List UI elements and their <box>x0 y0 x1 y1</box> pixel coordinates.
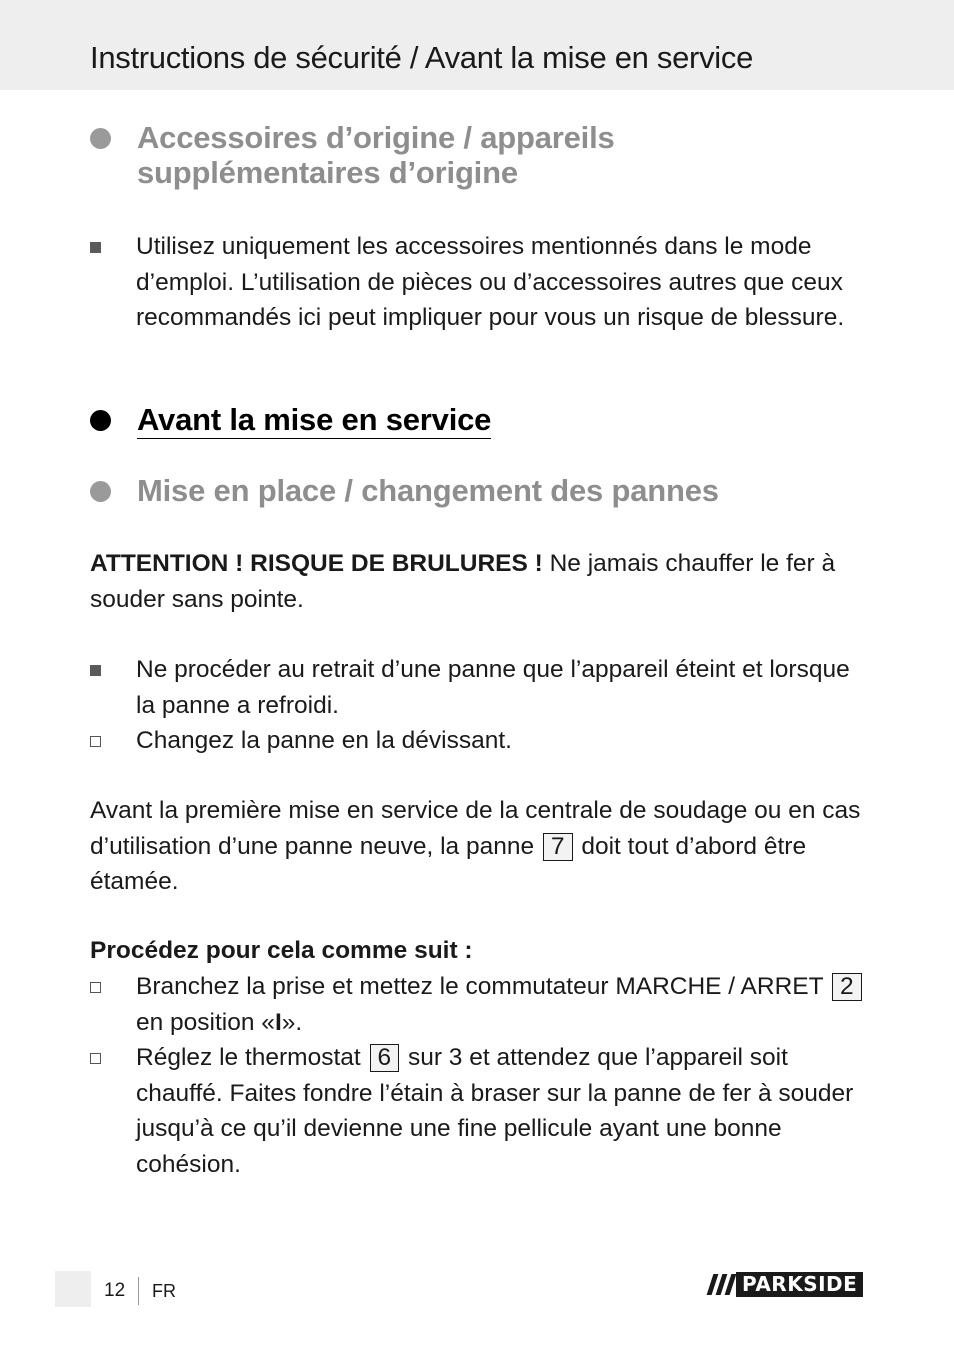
warning-label: ATTENTION ! RISQUE DE BRULURES ! <box>90 550 543 577</box>
bullet-dot-icon <box>90 481 111 502</box>
warning-text: Ne jamais chauffer le fer à souder sans pointe. <box>90 550 836 613</box>
brand-stripes-icon <box>704 1272 736 1297</box>
section-title-tip-change: Mise en place / changement des pannes <box>137 473 719 508</box>
page-title: Instructions de sécurité / Avant la mise en service <box>90 40 754 75</box>
first-use-text-before: Avant la première mise en service de la centrale de soudage ou en cas d’utilisation d’une panne neuve, la panne <box>90 797 861 860</box>
footer-divider <box>138 1277 139 1305</box>
section-title-accessories <box>137 120 615 190</box>
step2-text-before: Réglez le thermostat <box>136 1044 368 1071</box>
brand-logo <box>704 1272 864 1297</box>
warning-paragraph <box>90 546 865 617</box>
part-reference-badge: 6 <box>370 1044 400 1072</box>
bullet-dot-icon <box>90 128 111 149</box>
brand-name: PARKSIDE <box>736 1272 863 1297</box>
footer-marker <box>55 1271 91 1307</box>
page-number: 12 <box>104 1280 126 1301</box>
procedure-heading: Procédez pour cela comme suit : <box>90 937 473 964</box>
step2-text-after: sur 3 et attendez que l’appareil soit chauffé. Faites fondre l’étain à braser sur la panne de fer à souder jusqu’à ce qu’il devienne une fine pellicule ayant une bonne cohésion. <box>136 1044 854 1178</box>
step1-text-before: Branchez la prise et mettez le commutateur MARCHE / ARRET <box>136 973 830 1000</box>
section-title-line2: supplémentaires d’origine <box>137 155 518 190</box>
square-bullet-icon <box>90 242 101 253</box>
bullet-dot-icon <box>90 410 111 431</box>
list-item <box>90 229 870 336</box>
step1-text-middle: en position « <box>136 1008 275 1036</box>
section-tip-change-heading <box>90 473 719 508</box>
list-item-text: Changez la panne en la dévissant. <box>136 727 512 754</box>
step1-text-after: ». <box>281 1008 303 1036</box>
list-item-text <box>136 1040 870 1182</box>
list-item <box>90 1040 870 1182</box>
square-bullet-icon <box>90 665 101 676</box>
section-title-line1: Accessoires d’origine / appareils <box>137 120 615 155</box>
checkbox-bullet-icon <box>90 982 101 993</box>
list-item <box>90 969 870 1040</box>
language-code: FR <box>152 1281 176 1301</box>
checkbox-bullet-icon <box>90 736 101 747</box>
section-accessories-heading <box>90 120 615 190</box>
first-use-text-after: doit tout d’abord être étamée. <box>90 832 807 895</box>
section-before-use-heading <box>90 402 491 439</box>
part-reference-badge: 7 <box>543 833 573 861</box>
list-item-text <box>136 969 870 1040</box>
first-use-paragraph <box>90 793 865 900</box>
step1-position-symbol: I <box>274 1008 282 1036</box>
checkbox-bullet-icon <box>90 1053 101 1064</box>
part-reference-badge: 2 <box>832 973 862 1001</box>
list-item <box>90 652 870 723</box>
list-item-text: Utilisez uniquement les accessoires mentionnés dans le mode d’emploi. L’utilisation de pièces ou d’accessoires autres que ceux recommandés ici peut impliquer pour vous un risque de blessure. <box>136 233 845 331</box>
list-item <box>90 723 870 759</box>
list-item-text: Ne procéder au retrait d’une panne que l’appareil éteint et lorsque la panne a refroidi. <box>136 656 850 719</box>
section-title-before-use: Avant la mise en service <box>137 402 492 437</box>
